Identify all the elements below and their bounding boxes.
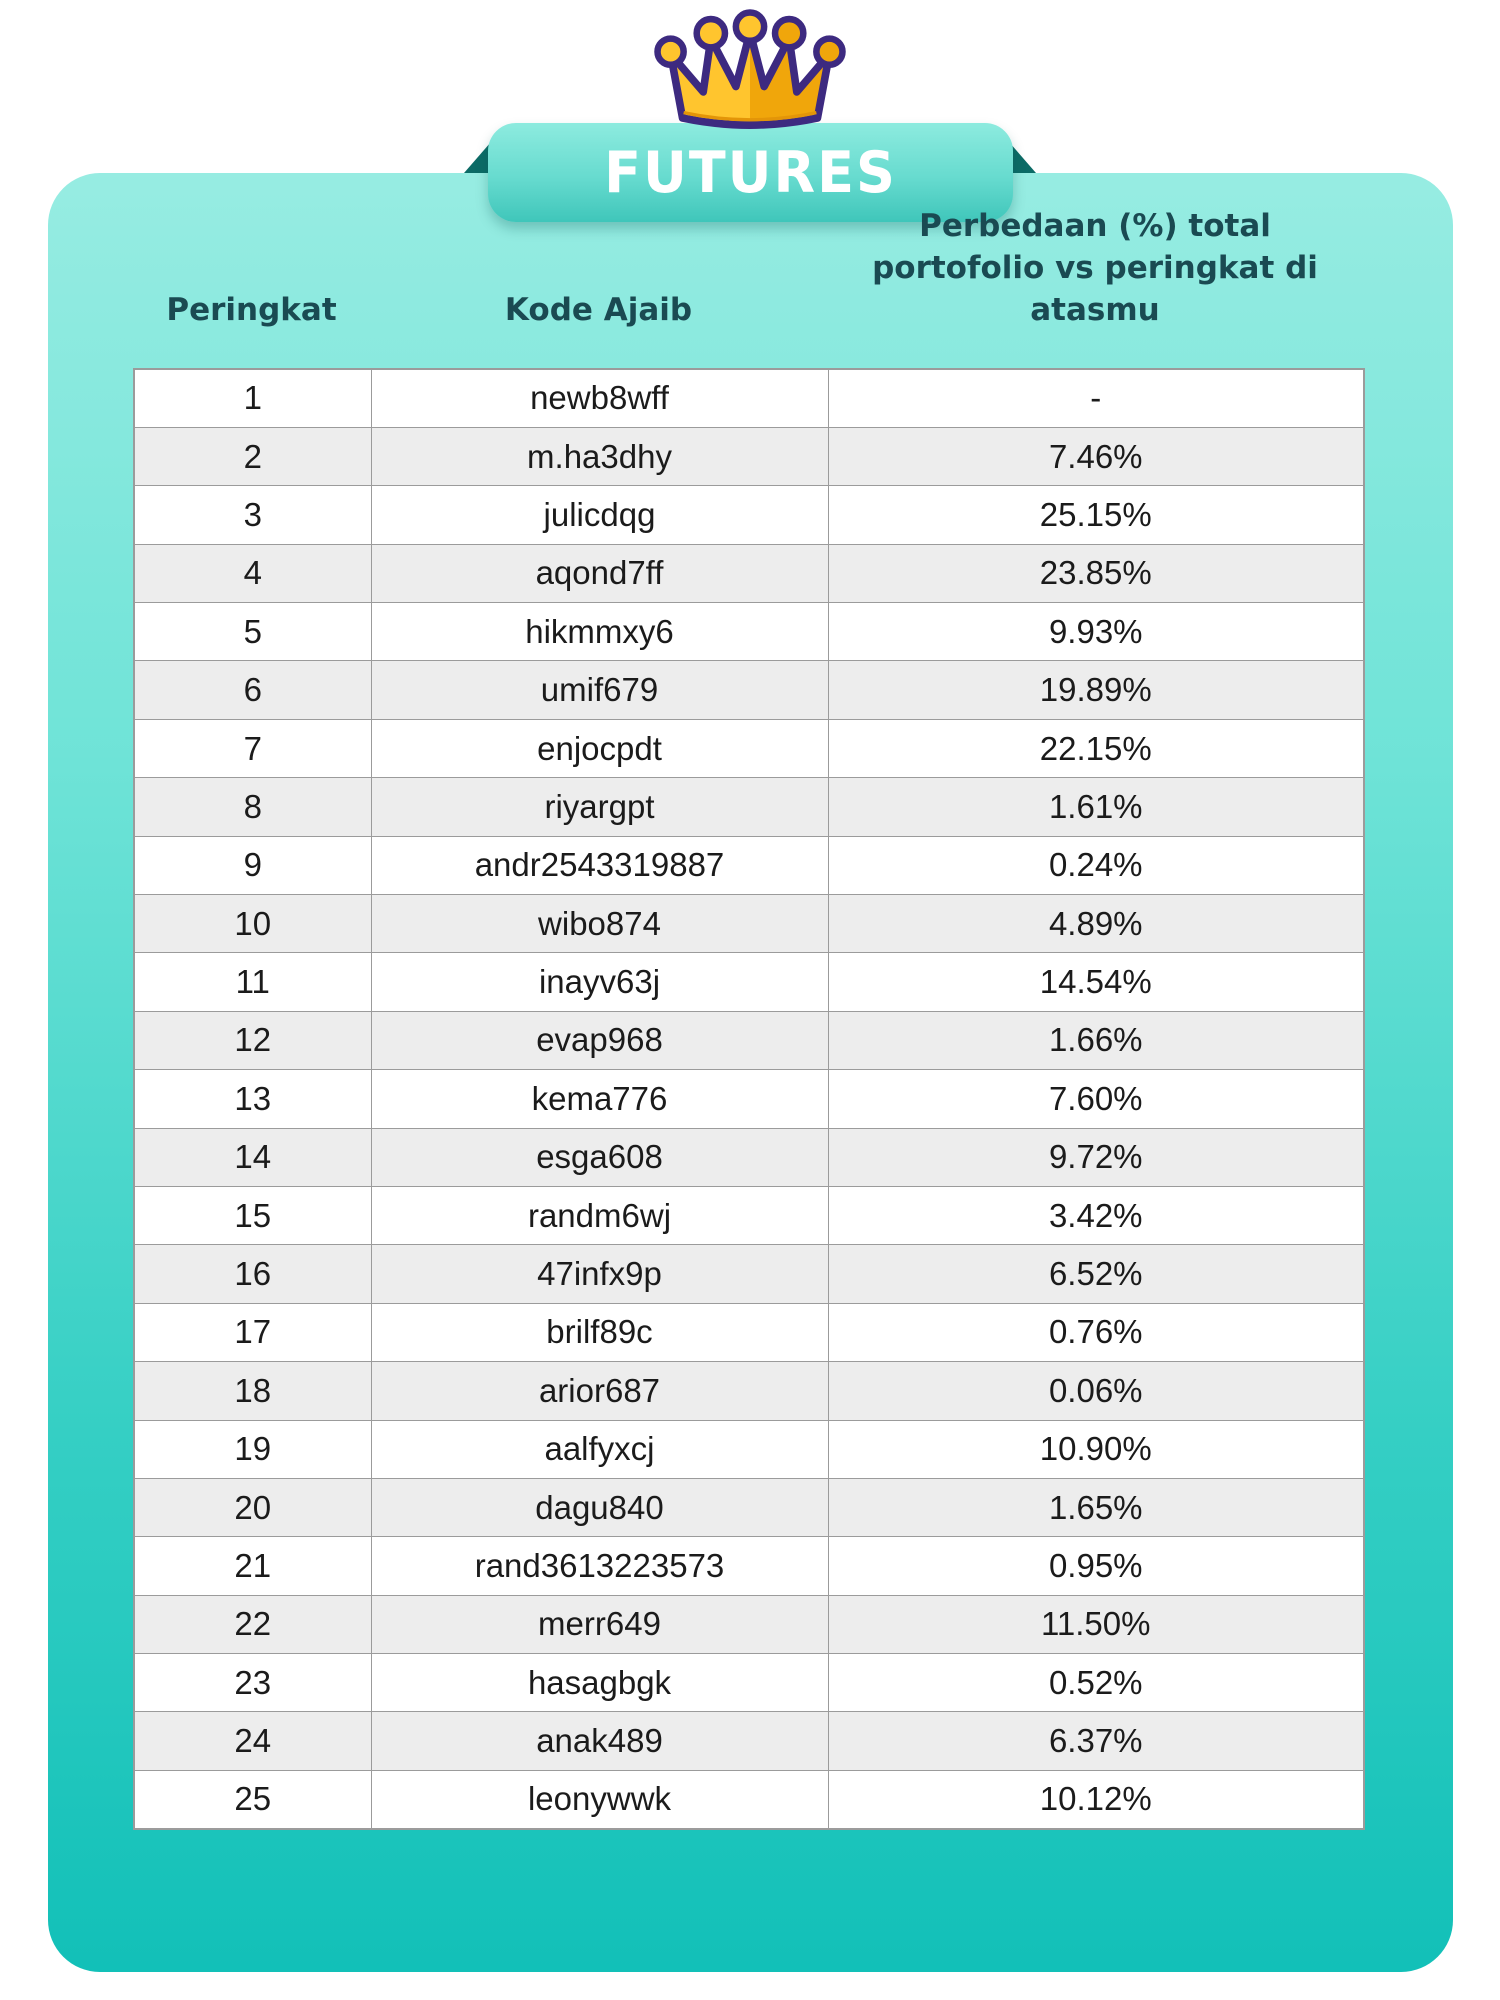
table-row xyxy=(134,895,1364,953)
table-row xyxy=(134,1537,1364,1595)
rank-cell: 15 xyxy=(134,1186,371,1244)
rank-cell: 16 xyxy=(134,1245,371,1303)
code-cell: hikmmxy6 xyxy=(371,603,828,661)
code-cell: rand3613223573 xyxy=(371,1537,828,1595)
rank-cell: 7 xyxy=(134,719,371,777)
rank-cell: 14 xyxy=(134,1128,371,1186)
code-cell: umif679 xyxy=(371,661,828,719)
diff-cell: 0.95% xyxy=(828,1537,1364,1595)
code-cell: riyargpt xyxy=(371,778,828,836)
diff-cell: 3.42% xyxy=(828,1186,1364,1244)
code-cell: merr649 xyxy=(371,1595,828,1653)
diff-cell: 9.72% xyxy=(828,1128,1364,1186)
diff-cell: 7.46% xyxy=(828,427,1364,485)
rank-cell: 13 xyxy=(134,1070,371,1128)
table-row xyxy=(134,486,1364,544)
rank-cell: 9 xyxy=(134,836,371,894)
table-row xyxy=(134,953,1364,1011)
table-row xyxy=(134,1654,1364,1712)
rank-cell: 5 xyxy=(134,603,371,661)
code-cell: esga608 xyxy=(371,1128,828,1186)
table-row xyxy=(134,1011,1364,1069)
table-row xyxy=(134,1128,1364,1186)
table-row xyxy=(134,369,1364,427)
leaderboard-table xyxy=(133,368,1365,1830)
table-row xyxy=(134,1478,1364,1536)
diff-cell: - xyxy=(828,369,1364,427)
rank-cell: 11 xyxy=(134,953,371,1011)
diff-cell: 0.24% xyxy=(828,836,1364,894)
rank-cell: 12 xyxy=(134,1011,371,1069)
table-row xyxy=(134,778,1364,836)
table-row xyxy=(134,719,1364,777)
table-row xyxy=(134,1420,1364,1478)
diff-cell: 1.66% xyxy=(828,1011,1364,1069)
rank-cell: 20 xyxy=(134,1478,371,1536)
rank-cell: 6 xyxy=(134,661,371,719)
table-row xyxy=(134,1712,1364,1770)
diff-cell: 1.65% xyxy=(828,1478,1364,1536)
diff-cell: 1.61% xyxy=(828,778,1364,836)
code-cell: inayv63j xyxy=(371,953,828,1011)
code-cell: m.ha3dhy xyxy=(371,427,828,485)
table-row xyxy=(134,1770,1364,1828)
code-cell: hasagbgk xyxy=(371,1654,828,1712)
diff-cell: 22.15% xyxy=(828,719,1364,777)
table-row xyxy=(134,836,1364,894)
code-cell: dagu840 xyxy=(371,1478,828,1536)
code-cell: arior687 xyxy=(371,1362,828,1420)
header-perbedaan: Perbedaan (%) total portofolio vs peringkat di atasmu xyxy=(872,208,1318,329)
table-row xyxy=(134,661,1364,719)
table-row xyxy=(134,1303,1364,1361)
table-row xyxy=(134,603,1364,661)
code-cell: julicdqg xyxy=(371,486,828,544)
table-row xyxy=(134,1070,1364,1128)
rank-cell: 4 xyxy=(134,544,371,602)
code-cell: 47infx9p xyxy=(371,1245,828,1303)
diff-cell: 11.50% xyxy=(828,1595,1364,1653)
crown-icon xyxy=(652,6,848,142)
rank-cell: 23 xyxy=(134,1654,371,1712)
code-cell: wibo874 xyxy=(371,895,828,953)
rank-cell: 21 xyxy=(134,1537,371,1595)
rank-cell: 24 xyxy=(134,1712,371,1770)
diff-cell: 0.76% xyxy=(828,1303,1364,1361)
code-cell: evap968 xyxy=(371,1011,828,1069)
code-cell: aqond7ff xyxy=(371,544,828,602)
rank-cell: 3 xyxy=(134,486,371,544)
diff-cell: 14.54% xyxy=(828,953,1364,1011)
header-kode-ajaib: Kode Ajaib xyxy=(504,292,693,329)
diff-cell: 4.89% xyxy=(828,895,1364,953)
header-peringkat: Peringkat xyxy=(166,292,337,329)
diff-cell: 19.89% xyxy=(828,661,1364,719)
rank-cell: 8 xyxy=(134,778,371,836)
code-cell: newb8wff xyxy=(371,369,828,427)
rank-cell: 25 xyxy=(134,1770,371,1828)
banner-title: FUTURES xyxy=(604,139,897,206)
rank-cell: 19 xyxy=(134,1420,371,1478)
leaderboard-body xyxy=(134,369,1364,1829)
diff-cell: 6.52% xyxy=(828,1245,1364,1303)
rank-cell: 10 xyxy=(134,895,371,953)
table-row xyxy=(134,427,1364,485)
diff-cell: 7.60% xyxy=(828,1070,1364,1128)
rank-cell: 18 xyxy=(134,1362,371,1420)
code-cell: kema776 xyxy=(371,1070,828,1128)
rank-cell: 2 xyxy=(134,427,371,485)
table-header xyxy=(133,208,1363,332)
diff-cell: 0.52% xyxy=(828,1654,1364,1712)
diff-cell: 25.15% xyxy=(828,486,1364,544)
code-cell: anak489 xyxy=(371,1712,828,1770)
code-cell: brilf89c xyxy=(371,1303,828,1361)
table-row xyxy=(134,1362,1364,1420)
diff-cell: 10.12% xyxy=(828,1770,1364,1828)
table-row xyxy=(134,1595,1364,1653)
rank-cell: 17 xyxy=(134,1303,371,1361)
table-row xyxy=(134,1245,1364,1303)
table-row xyxy=(134,544,1364,602)
code-cell: andr2543319887 xyxy=(371,836,828,894)
code-cell: randm6wj xyxy=(371,1186,828,1244)
diff-cell: 6.37% xyxy=(828,1712,1364,1770)
diff-cell: 23.85% xyxy=(828,544,1364,602)
table-row xyxy=(134,1186,1364,1244)
diff-cell: 10.90% xyxy=(828,1420,1364,1478)
rank-cell: 1 xyxy=(134,369,371,427)
diff-cell: 0.06% xyxy=(828,1362,1364,1420)
rank-cell: 22 xyxy=(134,1595,371,1653)
code-cell: leonywwk xyxy=(371,1770,828,1828)
code-cell: aalfyxcj xyxy=(371,1420,828,1478)
diff-cell: 9.93% xyxy=(828,603,1364,661)
code-cell: enjocpdt xyxy=(371,719,828,777)
